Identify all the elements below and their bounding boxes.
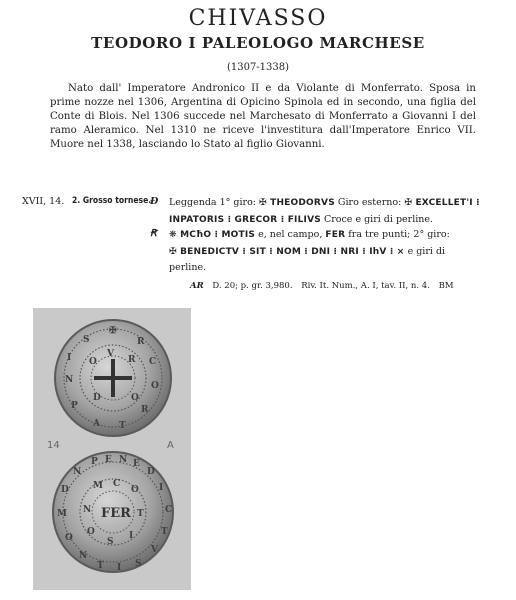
bibliographic-reference: Riv. It. Num., A. I, tav. II, n. 4.	[301, 281, 430, 291]
svg-text:N: N	[119, 455, 128, 465]
svg-text:S: S	[83, 335, 90, 345]
svg-text:R: R	[128, 355, 136, 365]
obverse-intro: Leggenda 1° giro:	[169, 197, 256, 208]
svg-text:M: M	[57, 509, 67, 519]
reverse-text-b: fra tre punti; 2° giro:	[348, 229, 450, 240]
obverse-coin-image	[55, 320, 171, 436]
page-title: CHIVASSO	[188, 6, 328, 31]
reverse-description	[169, 227, 499, 276]
reverse-text-d: perline.	[169, 262, 207, 273]
coin-type: 2. Grosso tornese.	[72, 196, 152, 206]
svg-text:I: I	[159, 483, 164, 493]
svg-text:T: T	[137, 509, 144, 519]
svg-text:N: N	[65, 375, 74, 385]
svg-text:✠: ✠	[109, 326, 117, 336]
svg-text:E: E	[133, 459, 140, 469]
svg-text:R: R	[141, 405, 149, 415]
biography-paragraph: Nato dall' Imperatore Andronico II e da Violante di Monferrato. Sposa in prime nozze nel 1306, Argentina di Opicino Spinola ed in secondo, una figlia del Conte di Blois. Nel 1306 succede nel Marchesato di Monferrato a Giovanni I del ramo Aleramico. Nel 1310 ne riceve l'investitura dall'Imperatore Enrico VII. Muore nel 1338, lasciando lo Stato al figlio Giovanni.	[50, 83, 476, 150]
svg-text:M: M	[93, 481, 103, 491]
ruler-heading: TEODORO I PALEOLOGO MARCHESE	[91, 34, 425, 52]
svg-text:T: T	[119, 421, 126, 431]
coin-metadata	[190, 281, 460, 291]
svg-text:T: T	[161, 527, 168, 537]
reverse-coin-image	[53, 452, 173, 573]
svg-text:O: O	[87, 527, 95, 537]
plate-letter: A	[167, 440, 174, 451]
svg-text:S: S	[135, 559, 142, 569]
obverse-siglum: Ɖ	[150, 196, 159, 207]
collection-code: BM	[438, 281, 454, 291]
plate-number: 14	[47, 440, 60, 451]
reverse-text-c: e giri di	[407, 245, 446, 257]
svg-text:O: O	[89, 357, 97, 367]
diameter-weight: D. 20; p. gr. 3,980.	[212, 281, 293, 291]
obverse-legend-outer-b: INPATORIS ⁝ GRECOR ⁝ FILIVS	[169, 214, 321, 225]
obverse-description	[169, 195, 499, 228]
svg-text:D: D	[147, 467, 155, 477]
svg-text:I: I	[67, 353, 72, 363]
svg-text:E: E	[105, 455, 112, 465]
reverse-legend-inner: ❋ MCħO ⁝ MOTIS	[169, 230, 256, 240]
obverse-legend-outer-a: ✠ EXCELLET'I ⁝	[404, 198, 480, 208]
obverse-after: Croce e giri di perline.	[323, 213, 434, 225]
svg-text:O: O	[131, 393, 139, 403]
svg-text:D: D	[61, 485, 69, 495]
catalogue-reference: XVII, 14.	[22, 196, 65, 207]
svg-text:O: O	[151, 381, 159, 391]
svg-text:D: D	[93, 393, 101, 403]
coin-plate-photo	[33, 308, 191, 590]
svg-text:S: S	[107, 537, 114, 547]
reverse-siglum: Ꞧ	[150, 228, 157, 239]
svg-text:V: V	[151, 545, 158, 555]
svg-text:C: C	[165, 505, 173, 515]
svg-text:O: O	[65, 533, 73, 543]
svg-text:C: C	[149, 357, 157, 367]
svg-text:N: N	[83, 505, 92, 515]
obverse-legend-inner: ✠ THEODORVS	[259, 198, 335, 208]
reign-dates: (1307-1338)	[226, 62, 290, 73]
svg-text:N: N	[73, 467, 82, 477]
svg-text:T: T	[97, 561, 104, 571]
svg-text:P: P	[91, 457, 98, 467]
obverse-mid: Giro esterno:	[337, 197, 402, 208]
reverse-legend-outer: ✠ BENEDICTV ⁝ SIT ⁝ NOM ⁝ DNI ⁝ NRI ⁝ IhV ⁝ ×	[169, 246, 405, 257]
svg-text:R: R	[137, 337, 145, 347]
svg-text:FER: FER	[101, 506, 131, 521]
svg-text:V: V	[107, 349, 114, 359]
svg-text:A: A	[93, 419, 100, 429]
svg-text:C: C	[113, 479, 121, 489]
metal-symbol: AR	[190, 281, 204, 291]
svg-text:I: I	[129, 531, 134, 541]
reverse-legend-field: FER	[325, 230, 346, 240]
reverse-text-a: e, nel campo,	[258, 229, 323, 240]
svg-text:N: N	[79, 551, 88, 561]
svg-text:O: O	[131, 485, 139, 495]
svg-text:P: P	[71, 401, 78, 411]
svg-text:I: I	[117, 563, 122, 573]
